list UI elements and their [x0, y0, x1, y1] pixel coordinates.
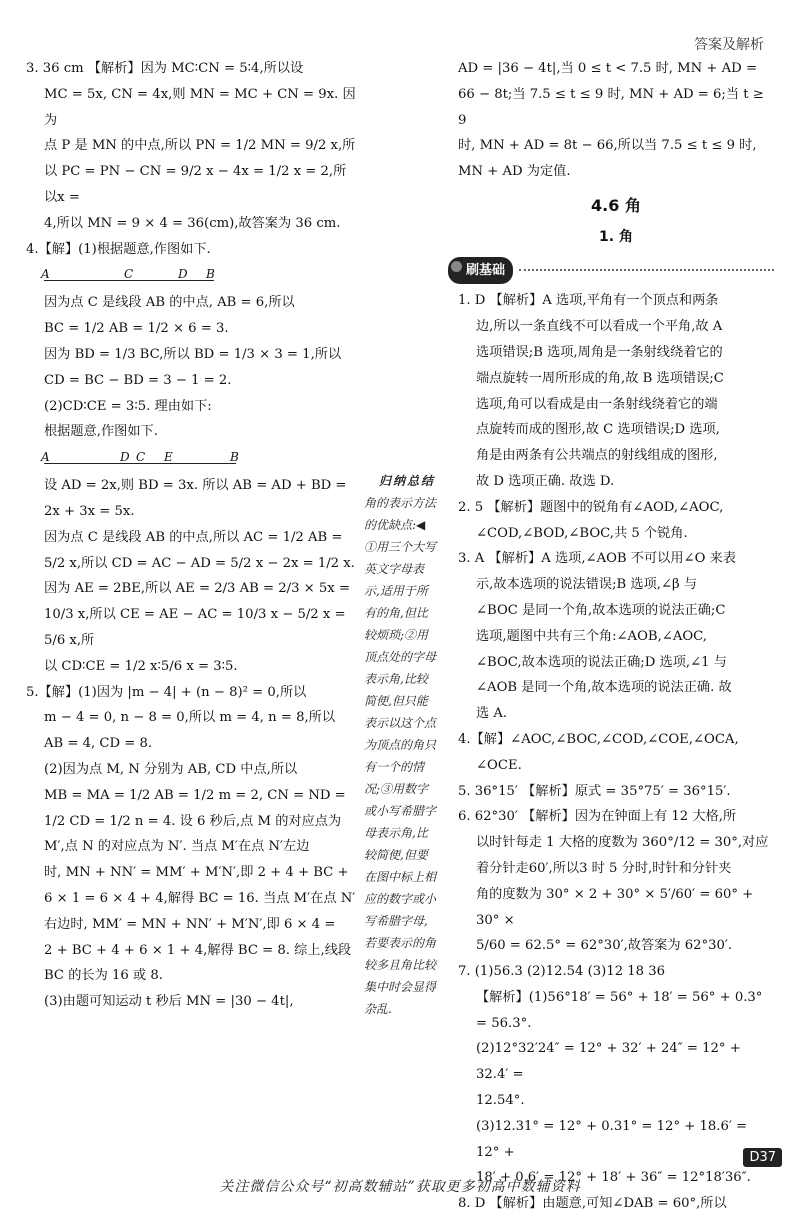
text-line: 5/60 = 62.5° = 62°30′,故答案为 62°30′.	[476, 938, 733, 954]
answer-item	[458, 546, 774, 727]
text-line: 12.54°.	[476, 1093, 525, 1109]
side-note-line: ①用三个大写	[364, 540, 437, 554]
side-note-line: 英文字母表	[364, 562, 425, 576]
text-line: 以 PC = PN − CN = 9/2 x − 4x = 1/2 x = 2,所以x =	[44, 164, 347, 205]
text-line: 时, MN + AD = 8t − 66,所以当 7.5 ≤ t ≤ 9 时,	[458, 138, 757, 154]
text-line: 右边时, MM′ = MN + NN′ + M′N′,即 6 × 4 =	[44, 916, 336, 932]
text-line: 因为 AE = 2BE,所以 AE = 2/3 AB = 2/3 × 5x =	[44, 581, 350, 597]
point-label: C	[136, 450, 146, 465]
text-line: 6. 62°30′ 【解析】因为在钟面上有 12 大格,所	[458, 809, 737, 825]
question-5-continued	[458, 56, 774, 185]
side-note-line: 况;③用数字	[364, 782, 429, 796]
page-header: 答案及解析	[694, 37, 764, 53]
answer-item	[458, 804, 774, 959]
text-line: 根据题意,作图如下.	[44, 424, 158, 440]
text-line: 6 × 1 = 6 × 4 + 4,解得 BC = 16. 当点 M′在点 N′	[44, 890, 356, 906]
subsection-title: 1. 角	[599, 228, 633, 245]
side-note-line: 在图中标上相	[364, 870, 437, 884]
text-line: MC = 5x, CN = 4x,则 MN = MC + CN = 9x. 因为	[44, 86, 356, 128]
text-line: 18′ + 0.6′ = 12° + 18′ + 36″ = 12°18′36″.	[476, 1170, 751, 1186]
practice-banner	[448, 257, 774, 285]
section-title: 4.6 角	[591, 195, 641, 215]
text-line: 10/3 x,所以 CE = AE − AC = 10/3 x − 5/2 x = 5/6 x,所	[44, 607, 350, 648]
side-note-line: 顶点处的字母	[364, 650, 437, 664]
text-line: MN + AD 为定值.	[458, 164, 571, 180]
question-5	[26, 680, 358, 1015]
text-line: ∠COD,∠BOD,∠BOC,共 5 个锐角.	[476, 525, 688, 541]
text-line: 选项,角可以看成是由一条射线绕着它的端	[476, 396, 718, 412]
text-line: 因为 BD = 1/3 BC,所以 BD = 1/3 × 3 = 1,所以	[44, 346, 342, 362]
side-note-line: 若要表示的角	[364, 936, 437, 950]
text-line: ∠OCE.	[476, 757, 522, 773]
text-line: ∠AOB 是同一个角,故本选项的说法正确. 故	[476, 680, 732, 696]
side-note-line: 表示角,比较	[364, 672, 428, 686]
question-4-part-1	[26, 290, 358, 445]
text-line: 5. 36°15′ 【解析】原式 = 35°75′ = 36°15′.	[458, 783, 731, 799]
point-label: D	[120, 450, 130, 465]
text-line: 4.【解】∠AOC,∠BOC,∠COD,∠COE,∠OCA,	[458, 731, 739, 747]
side-note-line: 角的表示方法	[364, 496, 437, 510]
text-line: AD = |36 − 4t|,当 0 ≤ t < 7.5 时, MN + AD =	[458, 61, 757, 76]
side-note-line: 的优缺点:◀	[364, 518, 426, 532]
text-line: 3. 36 cm 【解析】因为 MC∶CN = 5∶4,所以设	[26, 61, 304, 76]
text-line: 示,故本选项的说法错误;B 选项,∠β 与	[476, 577, 698, 593]
side-note-line: 杂乱.	[364, 1002, 392, 1016]
text-line: (3)由题可知运动 t 秒后 MN = |30 − 4t|,	[44, 994, 294, 1010]
point-label: D	[178, 267, 188, 282]
side-note-line: 较烦琐;②用	[364, 628, 429, 642]
point-label: B	[230, 450, 239, 465]
text-line: 选项,题图中共有三个角:∠AOB,∠AOC,	[476, 628, 707, 644]
side-note-line: 写希腊字母,	[364, 914, 428, 928]
text-line: 时, MN + NN′ = MM′ + M′N′,即 2 + 4 + BC +	[44, 865, 349, 881]
text-line: 角是由两条有公共端点的射线组成的图形,	[476, 448, 718, 464]
segment-figure-1	[41, 266, 215, 288]
text-line: 7. (1)56.3 (2)12.54 (3)12 18 36	[458, 964, 666, 980]
left-column	[26, 56, 358, 1015]
text-line: 1/2 CD = 1/2 n = 4. 设 6 秒后,点 M 的对应点为	[44, 813, 342, 829]
text-line: 设 AD = 2x,则 BD = 3x. 所以 AB = AD + BD =	[44, 478, 347, 494]
text-line: 4,所以 MN = 9 × 4 = 36(cm),故答案为 36 cm.	[44, 215, 341, 231]
text-line: 66 − 8t;当 7.5 ≤ t ≤ 9 时, MN + AD = 6;当 t ≥ 9	[458, 86, 768, 128]
text-line: 边,所以一条直线不可以看成一个平角,故 A	[476, 319, 723, 335]
text-line: 3. A 【解析】A 选项,∠AOB 不可以用∠O 来表	[458, 551, 736, 567]
segment-figure-2	[41, 449, 239, 471]
side-note-line: 母表示角,比	[364, 826, 428, 840]
text-line: ∠BOC,故本选项的说法正确;D 选项,∠1 与	[476, 654, 727, 670]
text-line: 8. D 【解析】由题意,可知∠DAB = 60°,所以	[458, 1196, 727, 1212]
side-note-line: 为顶点的角只	[364, 738, 437, 752]
text-line: 5/2 x,所以 CD = AC − AD = 5/2 x − 2x = 1/2 x.	[44, 555, 355, 571]
text-line: M′,点 N 的对应点为 N′. 当点 M′在点 N′左边	[44, 839, 310, 855]
text-line: MB = MA = 1/2 AB = 1/2 m = 2, CN = ND =	[44, 787, 346, 803]
side-note-line: 或小写希腊字	[364, 804, 437, 818]
text-line: 【解析】(1)56°18′ = 56° + 18′ = 56° + 0.3° = 56.3°.	[476, 989, 767, 1031]
text-line: 1. D 【解析】A 选项,平角有一个顶点和两条	[458, 293, 719, 309]
text-line: 因为点 C 是线段 AB 的中点,所以 AC = 1/2 AB =	[44, 529, 343, 545]
side-note-line: 较多且角比较	[364, 958, 437, 972]
banner-divider	[519, 269, 774, 271]
text-line: 2. 5 【解析】题图中的锐角有∠AOD,∠AOC,	[458, 499, 724, 515]
answer-item	[458, 779, 774, 805]
side-note-line: 有一个的情	[364, 760, 425, 774]
side-note-line: 集中时会显得	[364, 980, 437, 994]
side-note-line: 较简便,但要	[364, 848, 428, 862]
side-note-line: 简便,但只能	[364, 694, 428, 708]
text-line: (3)12.31° = 12° + 0.31° = 12° + 18.6′ = 12° +	[476, 1118, 752, 1160]
answer-item	[458, 288, 774, 494]
text-line: BC 的长为 16 或 8.	[44, 968, 163, 984]
text-line: 点旋转而成的图形,故 C 选项错误;D 选项,	[476, 422, 720, 438]
text-line: 选项错误;B 选项,周角是一条射线绕着它的	[476, 344, 723, 360]
text-line: 2 + BC + 4 + 6 × 1 + 4,解得 BC = 8. 综上,线段	[44, 942, 352, 958]
point-label: B	[206, 267, 215, 282]
text-line: 5.【解】(1)因为 |m − 4| + (n − 8)² = 0,所以	[26, 684, 307, 700]
answer-item	[458, 495, 774, 547]
point-label: A	[41, 267, 50, 282]
text-line: 选 A.	[476, 706, 508, 722]
text-line: ∠BOC 是同一个角,故本选项的说法正确;C	[476, 602, 726, 618]
text-line: BC = 1/2 AB = 1/2 × 6 = 3.	[44, 321, 229, 337]
answer-item	[458, 727, 774, 779]
question-4-intro	[26, 237, 358, 263]
side-note-title: 归纳总结	[378, 474, 435, 488]
answer-list	[458, 288, 774, 1217]
text-line: 以 CD∶CE = 1/2 x∶5/6 x = 3∶5.	[44, 658, 238, 674]
right-column	[458, 56, 774, 1217]
text-line: (2)CD∶CE = 3∶5. 理由如下:	[44, 398, 212, 414]
text-line: (2)因为点 M, N 分别为 AB, CD 中点,所以	[44, 761, 298, 777]
page-number: D37	[743, 1148, 782, 1167]
text-line: 角的度数为 30° × 2 + 30° × 5′/60′ = 60° + 30° ×	[476, 886, 758, 928]
text-line: 2x + 3x = 5x.	[44, 503, 135, 519]
footer-note: 关注微信公众号“初高数辅站”获取更多初高中数辅资料	[219, 1179, 581, 1195]
banner-label: 刷基础	[448, 257, 513, 285]
text-line: 点 P 是 MN 的中点,所以 PN = 1/2 MN = 9/2 x,所	[44, 138, 356, 154]
text-line: 端点旋转一周所形成的角,故 B 选项错误;C	[476, 370, 724, 386]
text-line: 4.【解】(1)根据题意,作图如下.	[26, 241, 211, 257]
question-4-part-2	[26, 473, 358, 679]
side-note-line: 有的角,但比	[364, 606, 428, 620]
point-label: A	[41, 450, 50, 465]
text-line: CD = BC − BD = 3 − 1 = 2.	[44, 372, 232, 388]
side-note	[364, 470, 450, 1020]
point-label: E	[164, 450, 173, 465]
side-note-line: 表示以这个点	[364, 716, 437, 730]
side-note-line: 示,适用于所	[364, 584, 428, 598]
side-note-line: 应的数字或小	[364, 892, 437, 906]
text-line: 以时针每走 1 大格的度数为 360°/12 = 30°,对应	[476, 835, 769, 851]
text-line: (2)12°32′24″ = 12° + 32′ + 24″ = 12° + 32.4′ =	[476, 1041, 745, 1083]
text-line: 因为点 C 是线段 AB 的中点, AB = 6,所以	[44, 295, 295, 311]
answer-item	[458, 959, 774, 1191]
text-line: AB = 4, CD = 8.	[44, 736, 153, 752]
question-3	[26, 56, 358, 237]
text-line: m − 4 = 0, n − 8 = 0,所以 m = 4, n = 8,所以	[44, 710, 336, 726]
point-label: C	[124, 267, 134, 282]
text-line: 故 D 选项正确. 故选 D.	[476, 473, 615, 489]
text-line: 着分针走60′,所以3 时 5 分时,时针和分针夹	[476, 860, 732, 876]
